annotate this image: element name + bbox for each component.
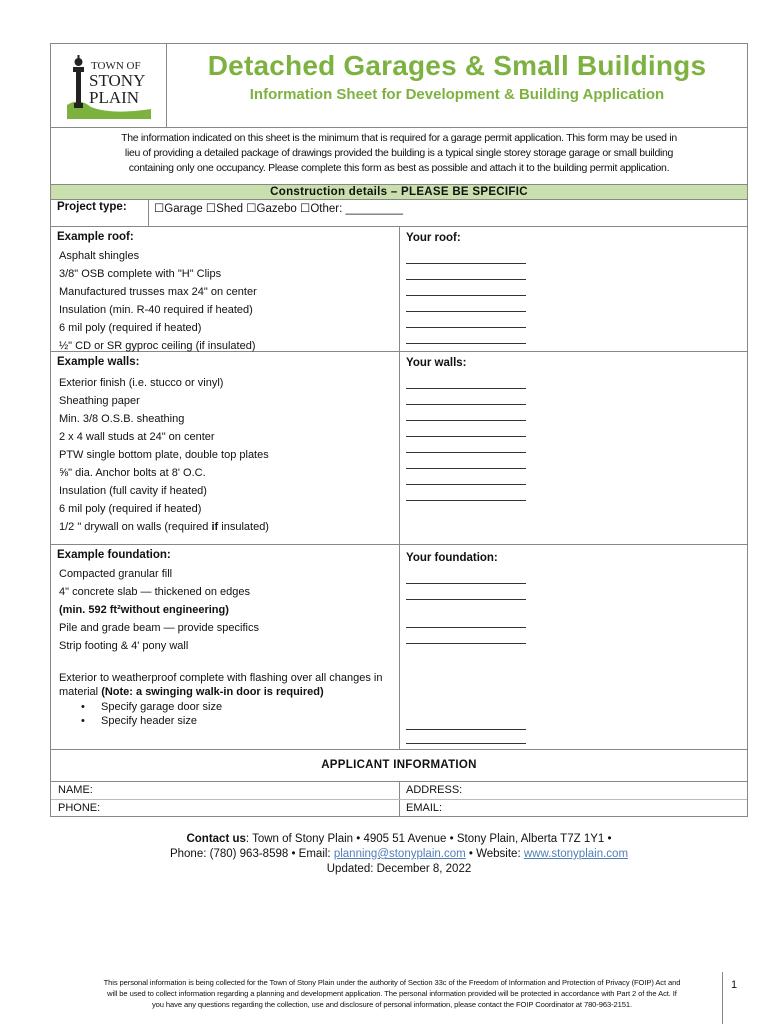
- foip-line: you have any questions regarding the collection, use and disclosure of personal information, please contact the FOIP Coordinator at 780-963-2151.: [151, 1000, 633, 1009]
- your-roof: [400, 227, 747, 351]
- address-field[interactable]: ADDRESS:: [406, 784, 463, 796]
- logo-town-of: TOWN OF: [90, 59, 141, 72]
- your-foundation-label: Your foundation:: [406, 552, 498, 564]
- town-logo: [51, 44, 167, 127]
- intro-paragraph: [51, 128, 747, 184]
- project-type-options[interactable]: ☐Garage ☐Shed ☐Gazebo ☐Other: _________: [154, 203, 404, 215]
- walls-input-line[interactable]: [406, 405, 526, 421]
- walls-item: 2 x 4 wall studs at 24" on center: [59, 431, 215, 443]
- form-header: [51, 44, 747, 128]
- foip-line: will be used to collect information regarding a planning and development application. The personal information provided will be protected in accordance with Part 2 of the Act. If: [107, 989, 677, 998]
- walls-item: Exterior finish (i.e. stucco or vinyl): [59, 377, 224, 389]
- example-foundation-label: Example foundation:: [57, 549, 171, 561]
- logo-stony: STONY: [88, 70, 145, 90]
- your-walls: [400, 352, 747, 544]
- example-walls: [51, 352, 400, 544]
- walls-input-line[interactable]: [406, 421, 526, 437]
- contact-phone: Phone: (780) 963-8598 • Email:: [169, 848, 334, 860]
- email-link[interactable]: planning@stonyplain.com: [333, 848, 466, 860]
- applicant-row: [51, 799, 747, 816]
- bullet-garage-door: • Specify garage door size: [81, 700, 399, 714]
- contact-address: : Town of Stony Plain • 4905 51 Avenue • Stony Plain, Alberta T7Z 1Y1 •: [245, 833, 612, 845]
- intro-line: The information indicated on this sheet is the minimum that is required for a garage permit application. This form may be used in: [121, 132, 677, 144]
- intro-line: lieu of providing a detailed package of drawings provided the building is a typical single storey storage garage or small building: [124, 147, 674, 159]
- foundation-section: [51, 545, 747, 750]
- roof-item: Manufactured trusses max 24" on center: [59, 286, 257, 298]
- page-subtitle: Information Sheet for Development & Building Application: [249, 86, 665, 103]
- drywall-text: 1/2 " drywall on walls (required: [59, 521, 212, 533]
- website-label: • Website:: [465, 848, 524, 860]
- drywall-if: if: [211, 521, 219, 533]
- phone-field[interactable]: PHONE:: [51, 800, 400, 816]
- logo-plain: PLAIN: [88, 87, 139, 107]
- foundation-input-line[interactable]: [406, 644, 526, 730]
- foundation-item: 4" concrete slab — thickened on edges: [59, 586, 251, 598]
- stony-plain-logo-icon: [67, 53, 151, 119]
- your-roof-label: Your roof:: [406, 232, 461, 244]
- walls-input-line[interactable]: [406, 373, 526, 389]
- foundation-input-line[interactable]: [406, 570, 526, 584]
- roof-item: 3/8" OSB complete with "H" Clips: [59, 268, 222, 280]
- your-foundation: [400, 545, 747, 749]
- walls-item: Insulation (full cavity if heated): [59, 485, 207, 497]
- walls-item: ⅝" dia. Anchor bolts at 8' O.C.: [59, 467, 206, 479]
- applicant-row: [51, 782, 747, 799]
- roof-input-line[interactable]: [406, 296, 526, 312]
- foundation-item: Compacted granular fill: [59, 568, 173, 580]
- roof-input-line[interactable]: [406, 248, 526, 264]
- foip-notice: [64, 977, 720, 1010]
- walls-input-line[interactable]: [406, 453, 526, 469]
- walls-item: 6 mil poly (required if heated): [59, 503, 202, 515]
- roof-item: Asphalt shingles: [59, 250, 140, 262]
- roof-item: 6 mil poly (required if heated): [59, 322, 202, 334]
- project-type-row: [51, 200, 747, 227]
- example-walls-label: Example walls:: [57, 356, 140, 368]
- title-block: [167, 44, 747, 127]
- example-roof-label: Example roof:: [57, 231, 134, 243]
- roof-section: [51, 227, 747, 352]
- page-title: Detached Garages & Small Buildings: [207, 50, 707, 81]
- contact-label: Contact us: [186, 833, 246, 845]
- walls-input-line[interactable]: [406, 437, 526, 453]
- roof-item: ½" CD or SR gyproc ceiling (if insulated): [59, 340, 256, 352]
- email-field[interactable]: EMAIL:: [406, 802, 443, 814]
- roof-input-line[interactable]: [406, 328, 526, 344]
- foundation-item: Pile and grade beam — provide specifics: [59, 622, 259, 634]
- name-field[interactable]: NAME:: [51, 782, 400, 799]
- walls-item-drywall: [59, 518, 399, 536]
- roof-input-line[interactable]: [406, 312, 526, 328]
- foundation-input-line[interactable]: [406, 600, 526, 628]
- foundation-item-min: (min. 592 ft²without engineering): [59, 604, 229, 616]
- example-roof: [51, 227, 400, 351]
- foip-line: This personal information is being collected for the Town of Stony Plain under the authority of Section 33c of the Freedom of Information and Protection of Privacy (FOIP) Act and: [103, 978, 681, 987]
- weatherproof-note: [59, 671, 399, 699]
- project-type-label: Project type:: [51, 200, 149, 226]
- foundation-input-line[interactable]: [406, 730, 526, 744]
- roof-input-line[interactable]: [406, 264, 526, 280]
- foundation-input-line[interactable]: [406, 584, 526, 600]
- applicant-information-header: APPLICANT INFORMATION: [51, 750, 747, 782]
- construction-details-header: Construction details – PLEASE BE SPECIFIC: [51, 184, 747, 200]
- note-bold: (Note: a swinging walk-in door is required): [101, 686, 324, 698]
- walls-input-line[interactable]: [406, 485, 526, 501]
- walls-item: Sheathing paper: [59, 395, 140, 407]
- intro-line: containing only one occupancy. Please complete this form as best as possible and attach it to the building permit application.: [128, 162, 670, 174]
- roof-item: Insulation (min. R-40 required if heated): [59, 304, 253, 316]
- bullet-header-size: • Specify header size: [81, 714, 399, 728]
- contact-line-1: [50, 832, 748, 847]
- walls-section: [51, 352, 747, 545]
- foundation-input-line[interactable]: [406, 628, 526, 644]
- walls-input-line[interactable]: [406, 389, 526, 405]
- your-walls-label: Your walls:: [406, 357, 467, 369]
- page-number: 1: [722, 972, 748, 1024]
- walls-input-line[interactable]: [406, 469, 526, 485]
- note-text: Exterior to weatherproof complete with flashing over all changes in material: [59, 672, 383, 698]
- form-frame: [50, 43, 748, 817]
- roof-input-line[interactable]: [406, 280, 526, 296]
- updated-date: Updated: December 8, 2022: [326, 863, 472, 875]
- contact-line-2: [50, 847, 748, 862]
- spec-bullets: [81, 700, 399, 728]
- drywall-text-end: insulated): [218, 521, 269, 533]
- website-link[interactable]: www.stonyplain.com: [523, 848, 629, 860]
- example-foundation: [51, 545, 400, 749]
- walls-item: PTW single bottom plate, double top plates: [59, 449, 269, 461]
- contact-block: [50, 832, 748, 877]
- foundation-item: Strip footing & 4' pony wall: [59, 640, 189, 652]
- walls-item: Min. 3/8 O.S.B. sheathing: [59, 413, 185, 425]
